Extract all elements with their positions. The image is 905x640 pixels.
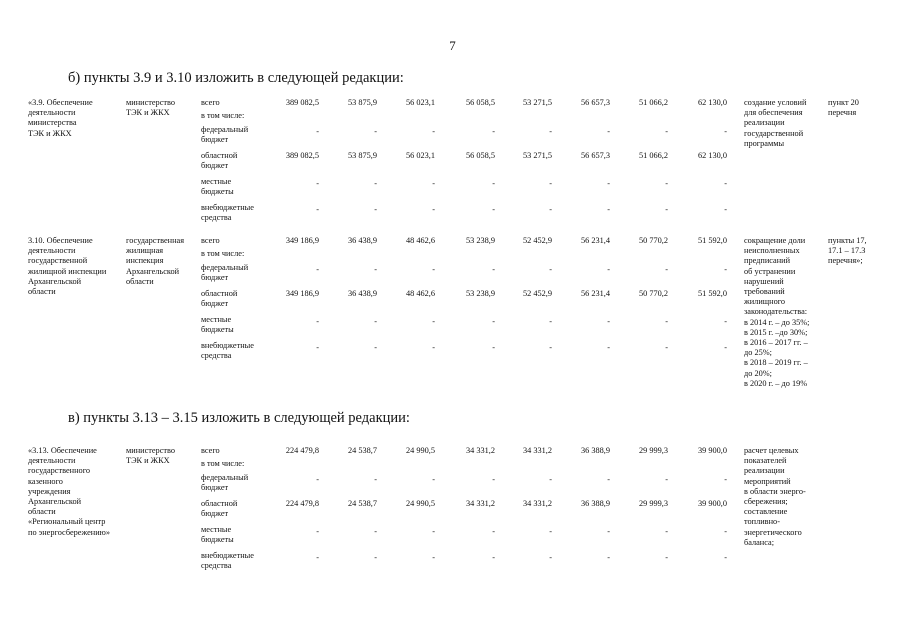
funding-value: - xyxy=(492,553,495,562)
funding-value: - xyxy=(492,265,495,274)
funding-value: - xyxy=(432,179,435,188)
funding-value: - xyxy=(492,317,495,326)
funding-value: 56 657,3 xyxy=(580,98,610,107)
funding-value: - xyxy=(724,127,727,136)
funding-value: 56 231,4 xyxy=(580,289,610,298)
funding-value: - xyxy=(665,205,668,214)
funding-source-label: областной бюджет xyxy=(201,289,238,309)
funding-value: - xyxy=(665,553,668,562)
funding-value: - xyxy=(374,205,377,214)
funding-value: 36 388,9 xyxy=(580,446,610,455)
funding-row xyxy=(201,525,741,549)
funding-value: - xyxy=(374,317,377,326)
funding-source-label: всего xyxy=(201,446,220,455)
funding-value: 224 479,8 xyxy=(285,499,319,508)
funding-value: - xyxy=(374,343,377,352)
funding-value: - xyxy=(607,475,610,484)
funding-value: - xyxy=(316,553,319,562)
funding-value: 224 479,8 xyxy=(285,446,319,455)
activity-name: 3.10. Обеспечение деятельности государственной жилищной инспекции Архангельской области xyxy=(28,236,107,297)
funding-value: 34 331,2 xyxy=(522,446,552,455)
funding-source-label: внебюджетные средства xyxy=(201,551,254,571)
funding-value: 24 990,5 xyxy=(405,499,435,508)
funding-value: 24 538,7 xyxy=(347,499,377,508)
activity-name: «3.9. Обеспечение деятельности министерства ТЭК и ЖКХ xyxy=(28,98,93,138)
funding-value: - xyxy=(492,527,495,536)
funding-value: - xyxy=(316,527,319,536)
funding-value: 51 592,0 xyxy=(697,289,727,298)
funding-value: - xyxy=(665,127,668,136)
funding-source-label: областной бюджет xyxy=(201,499,238,519)
funding-value: - xyxy=(549,475,552,484)
funding-value: 24 990,5 xyxy=(405,446,435,455)
funding-value: - xyxy=(665,317,668,326)
funding-source-label: внебюджетные средства xyxy=(201,203,254,223)
funding-value: 389 082,5 xyxy=(285,151,319,160)
funding-value: 50 770,2 xyxy=(638,289,668,298)
funding-value: - xyxy=(549,553,552,562)
funding-value: - xyxy=(665,527,668,536)
funding-value: 53 875,9 xyxy=(347,151,377,160)
funding-value: - xyxy=(492,179,495,188)
funding-value: 56 023,1 xyxy=(405,98,435,107)
funding-value: - xyxy=(607,527,610,536)
funding-source-label: в том числе: xyxy=(201,459,245,468)
funding-value: 51 066,2 xyxy=(638,98,668,107)
funding-value: 53 271,5 xyxy=(522,98,552,107)
funding-row xyxy=(201,289,741,313)
funding-value: - xyxy=(724,205,727,214)
funding-value: - xyxy=(607,127,610,136)
funding-value: - xyxy=(724,265,727,274)
funding-value: - xyxy=(316,265,319,274)
activity-name: «3.13. Обеспечение деятельности государственного казенного учреждения Архангельской области «Региональный центр по энергосбережению» xyxy=(28,446,110,537)
funding-value: 53 271,5 xyxy=(522,151,552,160)
funding-value: 36 388,9 xyxy=(580,499,610,508)
funding-value: - xyxy=(432,127,435,136)
funding-value: - xyxy=(665,343,668,352)
funding-value: 34 331,2 xyxy=(522,499,552,508)
funding-value: 56 058,5 xyxy=(465,151,495,160)
heading-items-3-13-3-15: в) пункты 3.13 – 3.15 изложить в следующей редакции: xyxy=(68,410,410,426)
funding-value: - xyxy=(492,127,495,136)
funding-value: - xyxy=(492,205,495,214)
funding-value: - xyxy=(665,475,668,484)
funding-value: 39 900,0 xyxy=(697,499,727,508)
funding-value: - xyxy=(374,553,377,562)
funding-value: - xyxy=(724,475,727,484)
funding-value: - xyxy=(316,343,319,352)
funding-value: - xyxy=(607,343,610,352)
funding-value: - xyxy=(607,179,610,188)
funding-value: 51 066,2 xyxy=(638,151,668,160)
funding-source-label: федеральный бюджет xyxy=(201,125,249,145)
funding-value: - xyxy=(549,179,552,188)
funding-value: - xyxy=(549,317,552,326)
funding-value: - xyxy=(432,527,435,536)
funding-value: 56 023,1 xyxy=(405,151,435,160)
funding-value: 48 462,6 xyxy=(405,236,435,245)
funding-value: - xyxy=(432,343,435,352)
funding-source-label: всего xyxy=(201,98,220,107)
funding-source-label: областной бюджет xyxy=(201,151,238,171)
funding-source-label: федеральный бюджет xyxy=(201,473,249,493)
funding-value: 34 331,2 xyxy=(465,446,495,455)
funding-source-label: федеральный бюджет xyxy=(201,263,249,283)
funding-row xyxy=(201,263,741,287)
funding-value: 53 875,9 xyxy=(347,98,377,107)
funding-value: - xyxy=(607,265,610,274)
funding-value: 29 999,3 xyxy=(638,446,668,455)
list-reference: пункты 17, 17.1 – 17.3 перечня»; xyxy=(828,236,867,266)
funding-source-label: местные бюджеты xyxy=(201,315,234,335)
funding-value: 56 657,3 xyxy=(580,151,610,160)
funding-source-label: в том числе: xyxy=(201,111,245,120)
funding-value: - xyxy=(316,127,319,136)
heading-items-3-9-3-10: б) пункты 3.9 и 3.10 изложить в следующей редакции: xyxy=(68,70,404,86)
funding-value: - xyxy=(432,317,435,326)
funding-value: - xyxy=(665,179,668,188)
funding-value: - xyxy=(549,127,552,136)
funding-value: - xyxy=(492,343,495,352)
funding-value: 349 186,9 xyxy=(285,236,319,245)
funding-value: - xyxy=(374,127,377,136)
funding-value: 50 770,2 xyxy=(638,236,668,245)
funding-value: 349 186,9 xyxy=(285,289,319,298)
funding-value: - xyxy=(549,265,552,274)
funding-value: 29 999,3 xyxy=(638,499,668,508)
funding-value: 51 592,0 xyxy=(697,236,727,245)
funding-row xyxy=(201,551,741,575)
funding-value: - xyxy=(374,475,377,484)
funding-value: - xyxy=(724,343,727,352)
funding-value: 56 058,5 xyxy=(465,98,495,107)
funding-value: - xyxy=(432,205,435,214)
page-number: 7 xyxy=(449,38,456,53)
funding-value: 62 130,0 xyxy=(697,151,727,160)
funding-value: - xyxy=(432,553,435,562)
funding-row xyxy=(201,315,741,339)
funding-value: 389 082,5 xyxy=(285,98,319,107)
expected-result: создание условий для обеспечения реализации государственной программы xyxy=(744,98,807,148)
funding-value: - xyxy=(724,527,727,536)
funding-value: - xyxy=(432,475,435,484)
funding-value: - xyxy=(316,317,319,326)
funding-value: - xyxy=(549,527,552,536)
funding-value: 48 462,6 xyxy=(405,289,435,298)
funding-value: 56 231,4 xyxy=(580,236,610,245)
funding-value: - xyxy=(665,265,668,274)
funding-row xyxy=(201,177,741,201)
funding-value: 52 452,9 xyxy=(522,289,552,298)
list-reference: пункт 20 перечня xyxy=(828,98,859,118)
funding-value: 36 438,9 xyxy=(347,289,377,298)
funding-value: 39 900,0 xyxy=(697,446,727,455)
funding-row xyxy=(201,125,741,149)
funding-row xyxy=(201,341,741,365)
funding-value: 62 130,0 xyxy=(697,98,727,107)
funding-source-label: местные бюджеты xyxy=(201,525,234,545)
funding-value: - xyxy=(724,179,727,188)
funding-value: 36 438,9 xyxy=(347,236,377,245)
funding-row xyxy=(201,151,741,175)
funding-value: - xyxy=(374,265,377,274)
responsible-executor: министерство ТЭК и ЖКХ xyxy=(126,446,176,466)
funding-value: - xyxy=(374,179,377,188)
funding-value: - xyxy=(374,527,377,536)
responsible-executor: государственная жилищная инспекция Архангельской области xyxy=(126,236,185,286)
responsible-executor: министерство ТЭК и ЖКХ xyxy=(126,98,176,118)
funding-value: - xyxy=(316,179,319,188)
funding-value: 53 238,9 xyxy=(465,289,495,298)
funding-value: - xyxy=(607,317,610,326)
funding-source-label: в том числе: xyxy=(201,249,245,258)
funding-value: 24 538,7 xyxy=(347,446,377,455)
expected-result: сокращение доли неисполненных предписаний об устранении нарушений требований жилищного законодательства: в 2014 г. – до 35%; в 2015 г. –до 30%; в 2016 – 2017 гг. – до 25%; в 2018 – 2019 гг. – до 20%; в 2020 г. – до 19% xyxy=(744,236,810,388)
funding-value: - xyxy=(316,205,319,214)
funding-value: 52 452,9 xyxy=(522,236,552,245)
funding-value: - xyxy=(432,265,435,274)
expected-result: расчет целевых показателей реализации мероприятий в области энерго- сбережения; составление топливно- энергетического баланса; xyxy=(744,446,806,547)
funding-row xyxy=(201,499,741,523)
funding-value: 53 238,9 xyxy=(465,236,495,245)
funding-row xyxy=(201,203,741,227)
funding-value: - xyxy=(549,205,552,214)
funding-row xyxy=(201,473,741,497)
funding-source-label: местные бюджеты xyxy=(201,177,234,197)
funding-value: - xyxy=(724,553,727,562)
funding-value: - xyxy=(724,317,727,326)
funding-source-label: всего xyxy=(201,236,220,245)
funding-value: - xyxy=(549,343,552,352)
funding-source-label: внебюджетные средства xyxy=(201,341,254,361)
funding-value: 34 331,2 xyxy=(465,499,495,508)
funding-value: - xyxy=(316,475,319,484)
funding-value: - xyxy=(607,553,610,562)
funding-value: - xyxy=(607,205,610,214)
funding-value: - xyxy=(492,475,495,484)
